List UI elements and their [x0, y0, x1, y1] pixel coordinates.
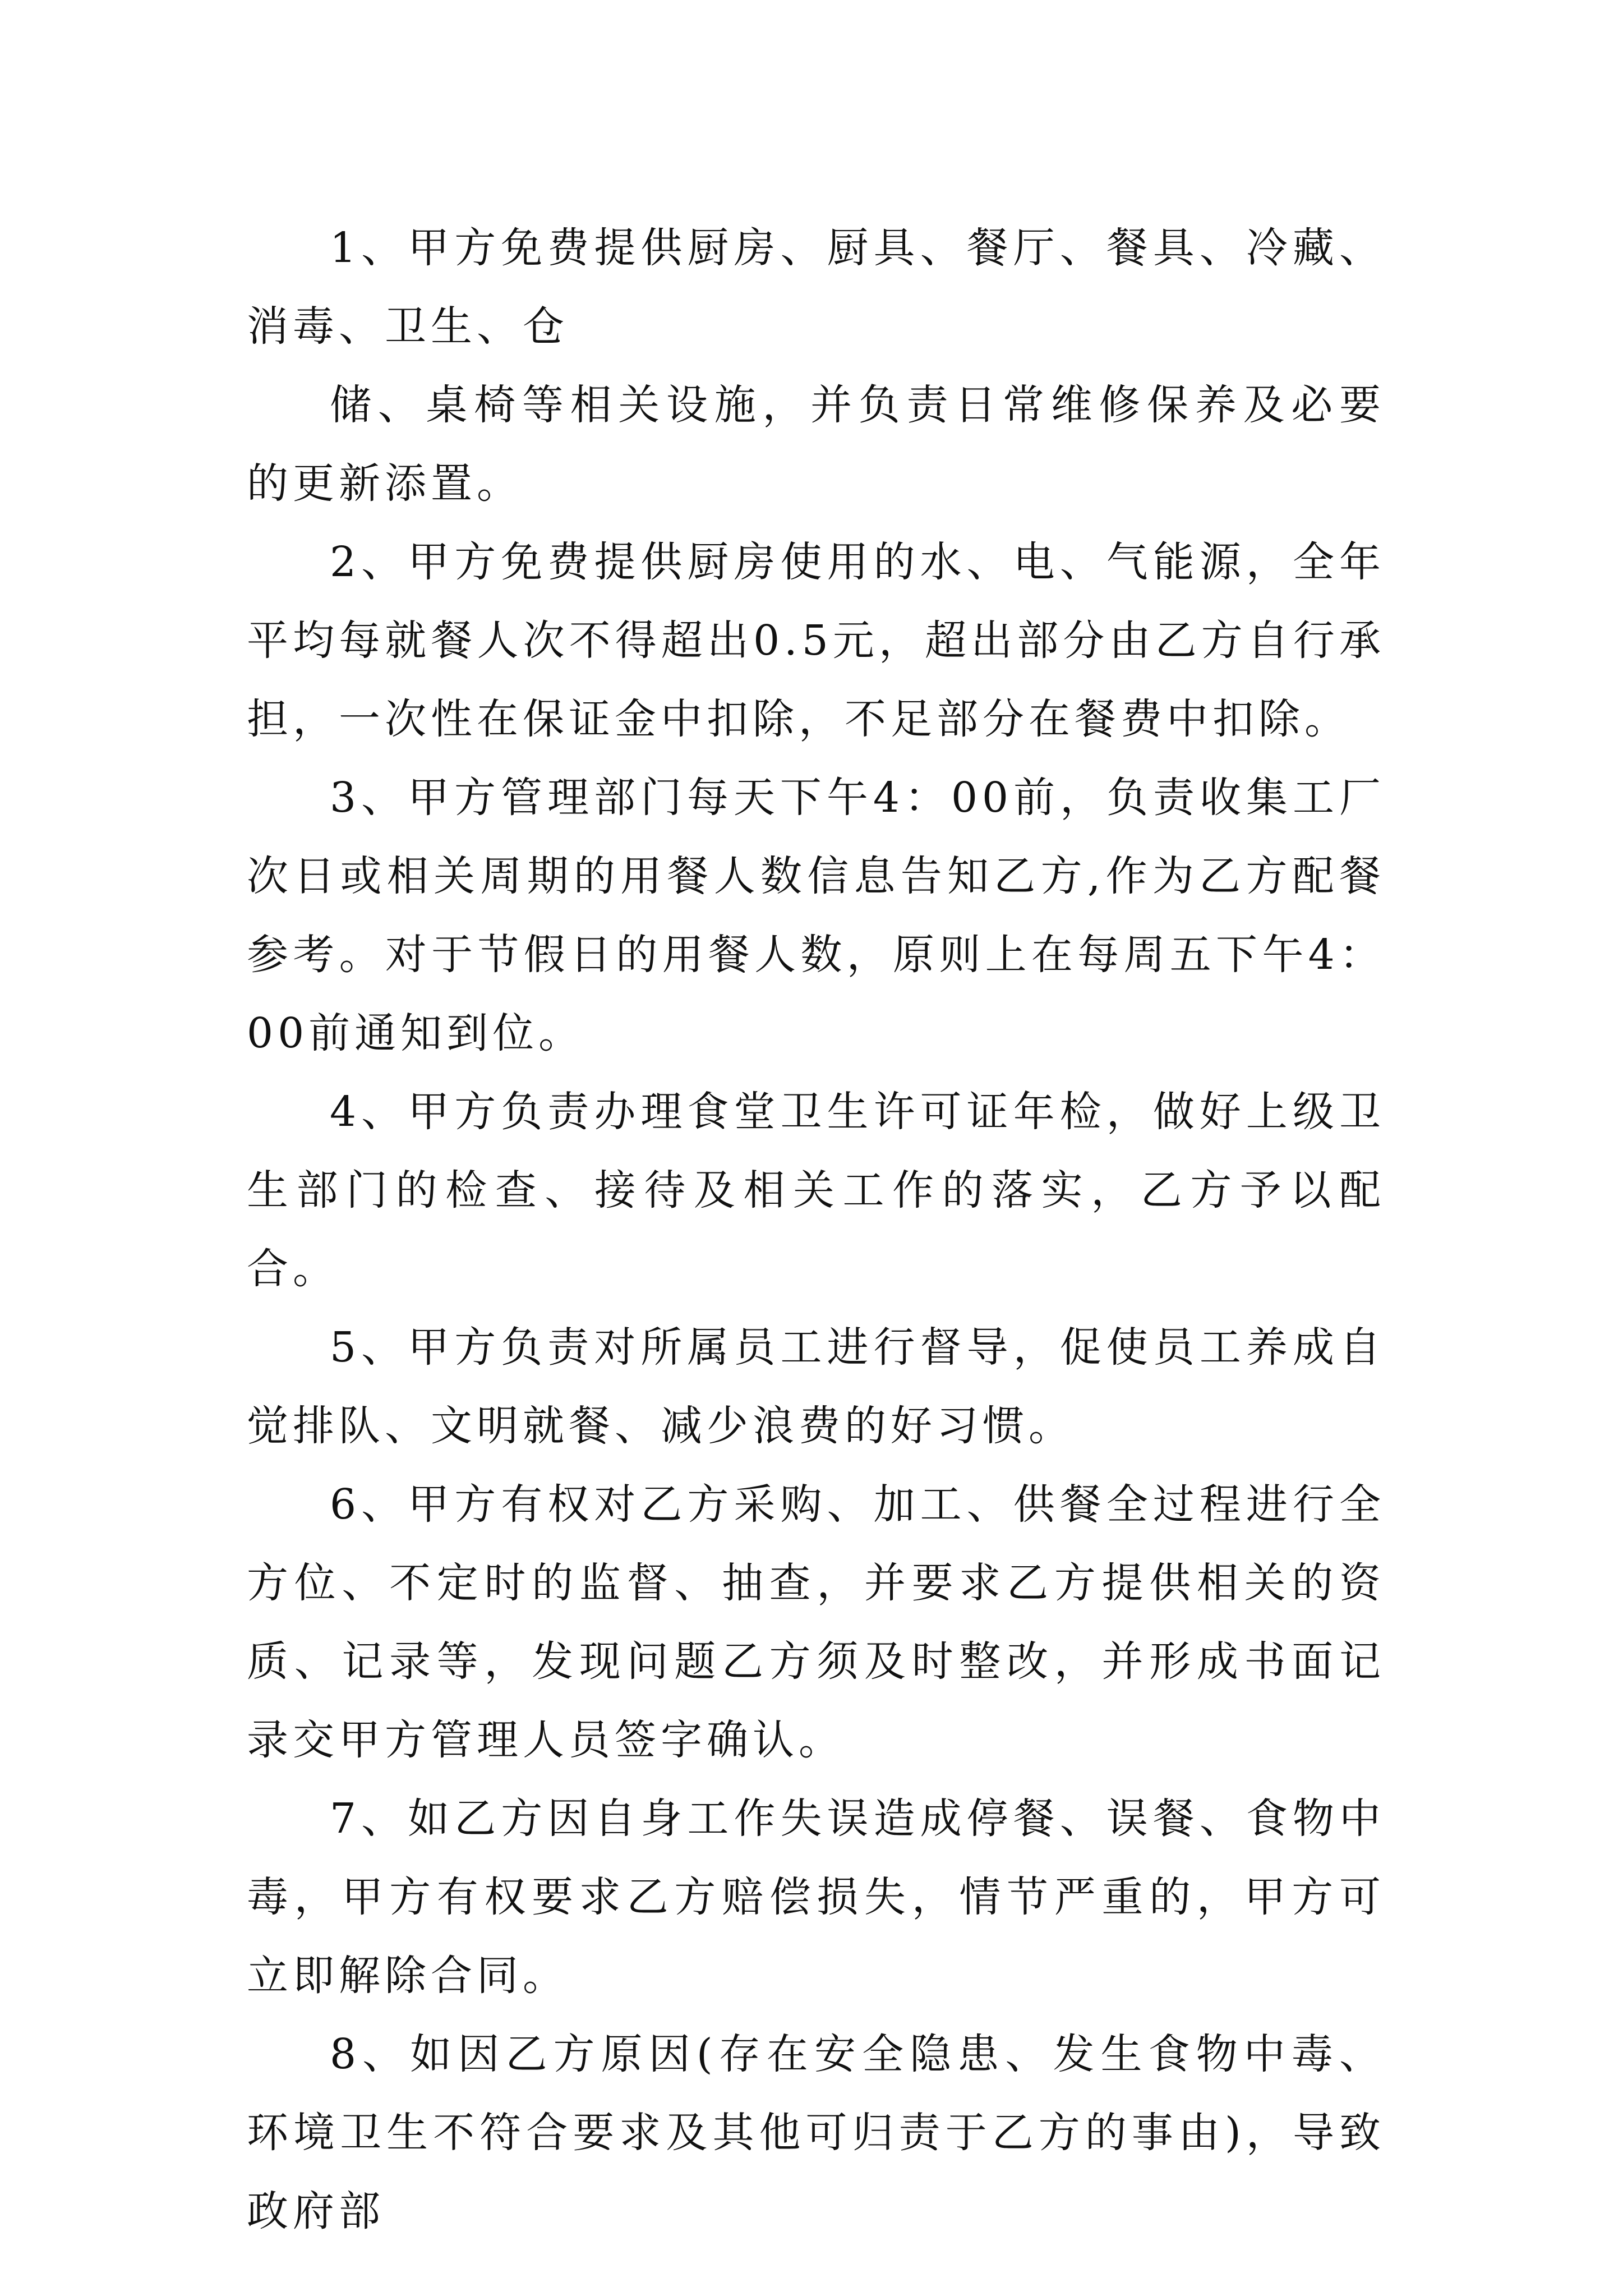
paragraph-1-continued: 储、桌椅等相关设施，并负责日常维修保养及必要的更新添置。: [247, 381, 1385, 508]
paragraph-1: 1、甲方免费提供厨房、厨具、餐厅、餐具、冷藏、消毒、卫生、仓: [247, 224, 1385, 351]
paragraph-4: 4、甲方负责办理食堂卫生许可证年检，做好上级卫生部门的检查、接待及相关工作的落实，乙方予以配合。: [247, 1088, 1385, 1293]
paragraph-2: 2、甲方免费提供厨房使用的水、电、气能源，全年平均每就餐人次不得超出0.5元，超出部分由乙方自行承担，一次性在保证金中扣除，不足部分在餐费中扣除。: [247, 538, 1385, 743]
paragraph-8: 8、如因乙方原因(存在安全隐患、发生食物中毒、环境卫生不符合要求及其他可归责于乙方的事由)，导致政府部: [247, 2030, 1385, 2235]
paragraph-7: 7、如乙方因自身工作失误造成停餐、误餐、食物中毒，甲方有权要求乙方赔偿损失，情节严重的，甲方可立即解除合同。: [247, 1795, 1385, 2000]
paragraph-5: 5、甲方负责对所属员工进行督导，促使员工养成自觉排队、文明就餐、减少浪费的好习惯。: [247, 1323, 1385, 1450]
paragraph-6: 6、甲方有权对乙方采购、加工、供餐全过程进行全方位、不定时的监督、抽查，并要求乙方提供相关的资质、记录等，发现问题乙方须及时整改，并形成书面记录交甲方管理人员签字确认。: [247, 1480, 1385, 1764]
paragraph-3: 3、甲方管理部门每天下午4：00前，负责收集工厂次日或相关周期的用餐人数信息告知乙方,作为乙方配餐参考。对于节假日的用餐人数，原则上在每周五下午4：00前通知到位。: [247, 774, 1385, 1057]
document-body: [247, 209, 1385, 2251]
